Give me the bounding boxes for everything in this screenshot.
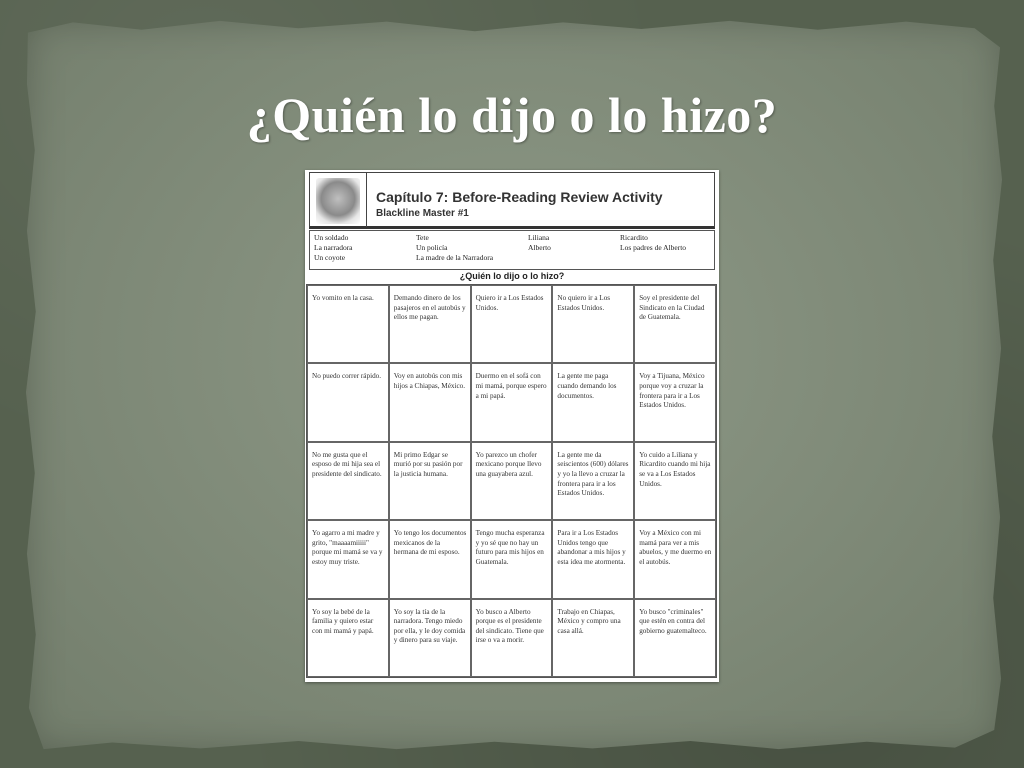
grid-cell: Yo busco a Alberto porque es el presidente del sindicato. Tiene que irse o va a morir.: [471, 599, 553, 677]
grid-cell: Voy a México con mi mamá para ver a mis abuelos, y me duermo en el autobús.: [634, 520, 716, 598]
worksheet-subtitle: Blackline Master #1: [376, 208, 469, 219]
grid-cell: Soy el presidente del Sindicato en la Ciudad de Guatemala.: [634, 285, 716, 363]
quote-grid: [306, 284, 717, 678]
character-name: La narradora: [314, 243, 353, 252]
grid-cell: Voy a Tijuana, México porque voy a cruzar la frontera para ir a Los Estados Unidos.: [634, 363, 716, 441]
grid-cell: Yo agarro a mi madre y grito, "maaaamiiiii" porque mi mamá se va y estoy muy triste.: [307, 520, 389, 598]
grid-cell: La gente me da seiscientos (600) dólares y yo la llevo a cruzar la frontera para ir a los Estados Unidos.: [552, 442, 634, 520]
worksheet-image: [305, 170, 719, 682]
character-column: [314, 233, 353, 263]
character-name: Un coyote: [314, 253, 346, 262]
grid-cell: No me gusta que el esposo de mi hija sea el presidente del sindicato.: [307, 442, 389, 520]
grid-cell: Yo tengo los documentos mexicanos de la hermana de mi esposo.: [389, 520, 471, 598]
character-column: [620, 233, 686, 253]
character-list: [309, 230, 715, 270]
grid-cell: Duermo en el sofá con mi mamá, porque espero a mi papá.: [471, 363, 553, 441]
grid-cell: Quiero ir a Los Estados Unidos.: [471, 285, 553, 363]
grid-cell: No puedo correr rápido.: [307, 363, 389, 441]
header-divider: [366, 173, 367, 227]
grid-cell: No quiero ir a Los Estados Unidos.: [552, 285, 634, 363]
worksheet-title: Capítulo 7: Before-Reading Review Activity: [376, 189, 663, 205]
character-name: Un soldado: [314, 233, 349, 242]
grid-cell: Yo cuido a Liliana y Ricardito cuando mi hija se va a Los Estados Unidos.: [634, 442, 716, 520]
grid-cell: Voy en autobús con mis hijos a Chiapas, México.: [389, 363, 471, 441]
character-name: Tete: [416, 233, 429, 242]
slide-title: ¿Quién lo dijo o lo hizo?: [246, 87, 778, 143]
grid-cell: Yo busco "criminales" que estén en contra del gobierno guatemalteco.: [634, 599, 716, 677]
worksheet-header: [309, 172, 715, 229]
character-column: [528, 233, 551, 253]
grid-title: ¿Quién lo dijo o lo hizo?: [459, 271, 565, 281]
grid-cell: Tengo mucha esperanza y yo sé que no hay un futuro para mis hijos en Guatemala.: [471, 520, 553, 598]
grid-cell: Trabajo en Chiapas, México y compro una casa allá.: [552, 599, 634, 677]
character-name: Ricardito: [620, 233, 648, 242]
grid-cell: Yo parezco un chofer mexicano porque llevo una guayabera azul.: [471, 442, 553, 520]
grid-cell: La gente me paga cuando demando los documentos.: [552, 363, 634, 441]
character-name: Los padres de Alberto: [620, 243, 687, 252]
grid-cell: Yo soy la bebé de la familia y quiero estar con mi mamá y papá.: [307, 599, 389, 677]
character-column: [416, 233, 493, 263]
character-name: Alberto: [528, 243, 551, 252]
grid-cell: Demando dinero de los pasajeros en el autobús y ellos me pagan.: [389, 285, 471, 363]
character-name: Liliana: [528, 233, 550, 242]
grid-cell: Yo vomito en la casa.: [307, 285, 389, 363]
grid-cell: Yo soy la tía de la narradora. Tengo miedo por ella, y le doy comida y dinero para su viaje.: [389, 599, 471, 677]
grid-cell: Mi primo Edgar se murió por su pasión por la justicia humana.: [389, 442, 471, 520]
character-name: Un policía: [416, 243, 448, 252]
book-cover-icon: [316, 178, 360, 224]
grid-cell: Para ir a Los Estados Unidos tengo que abandonar a mis hijos y esta idea me atormenta.: [552, 520, 634, 598]
character-name: La madre de la Narradora: [416, 253, 494, 262]
